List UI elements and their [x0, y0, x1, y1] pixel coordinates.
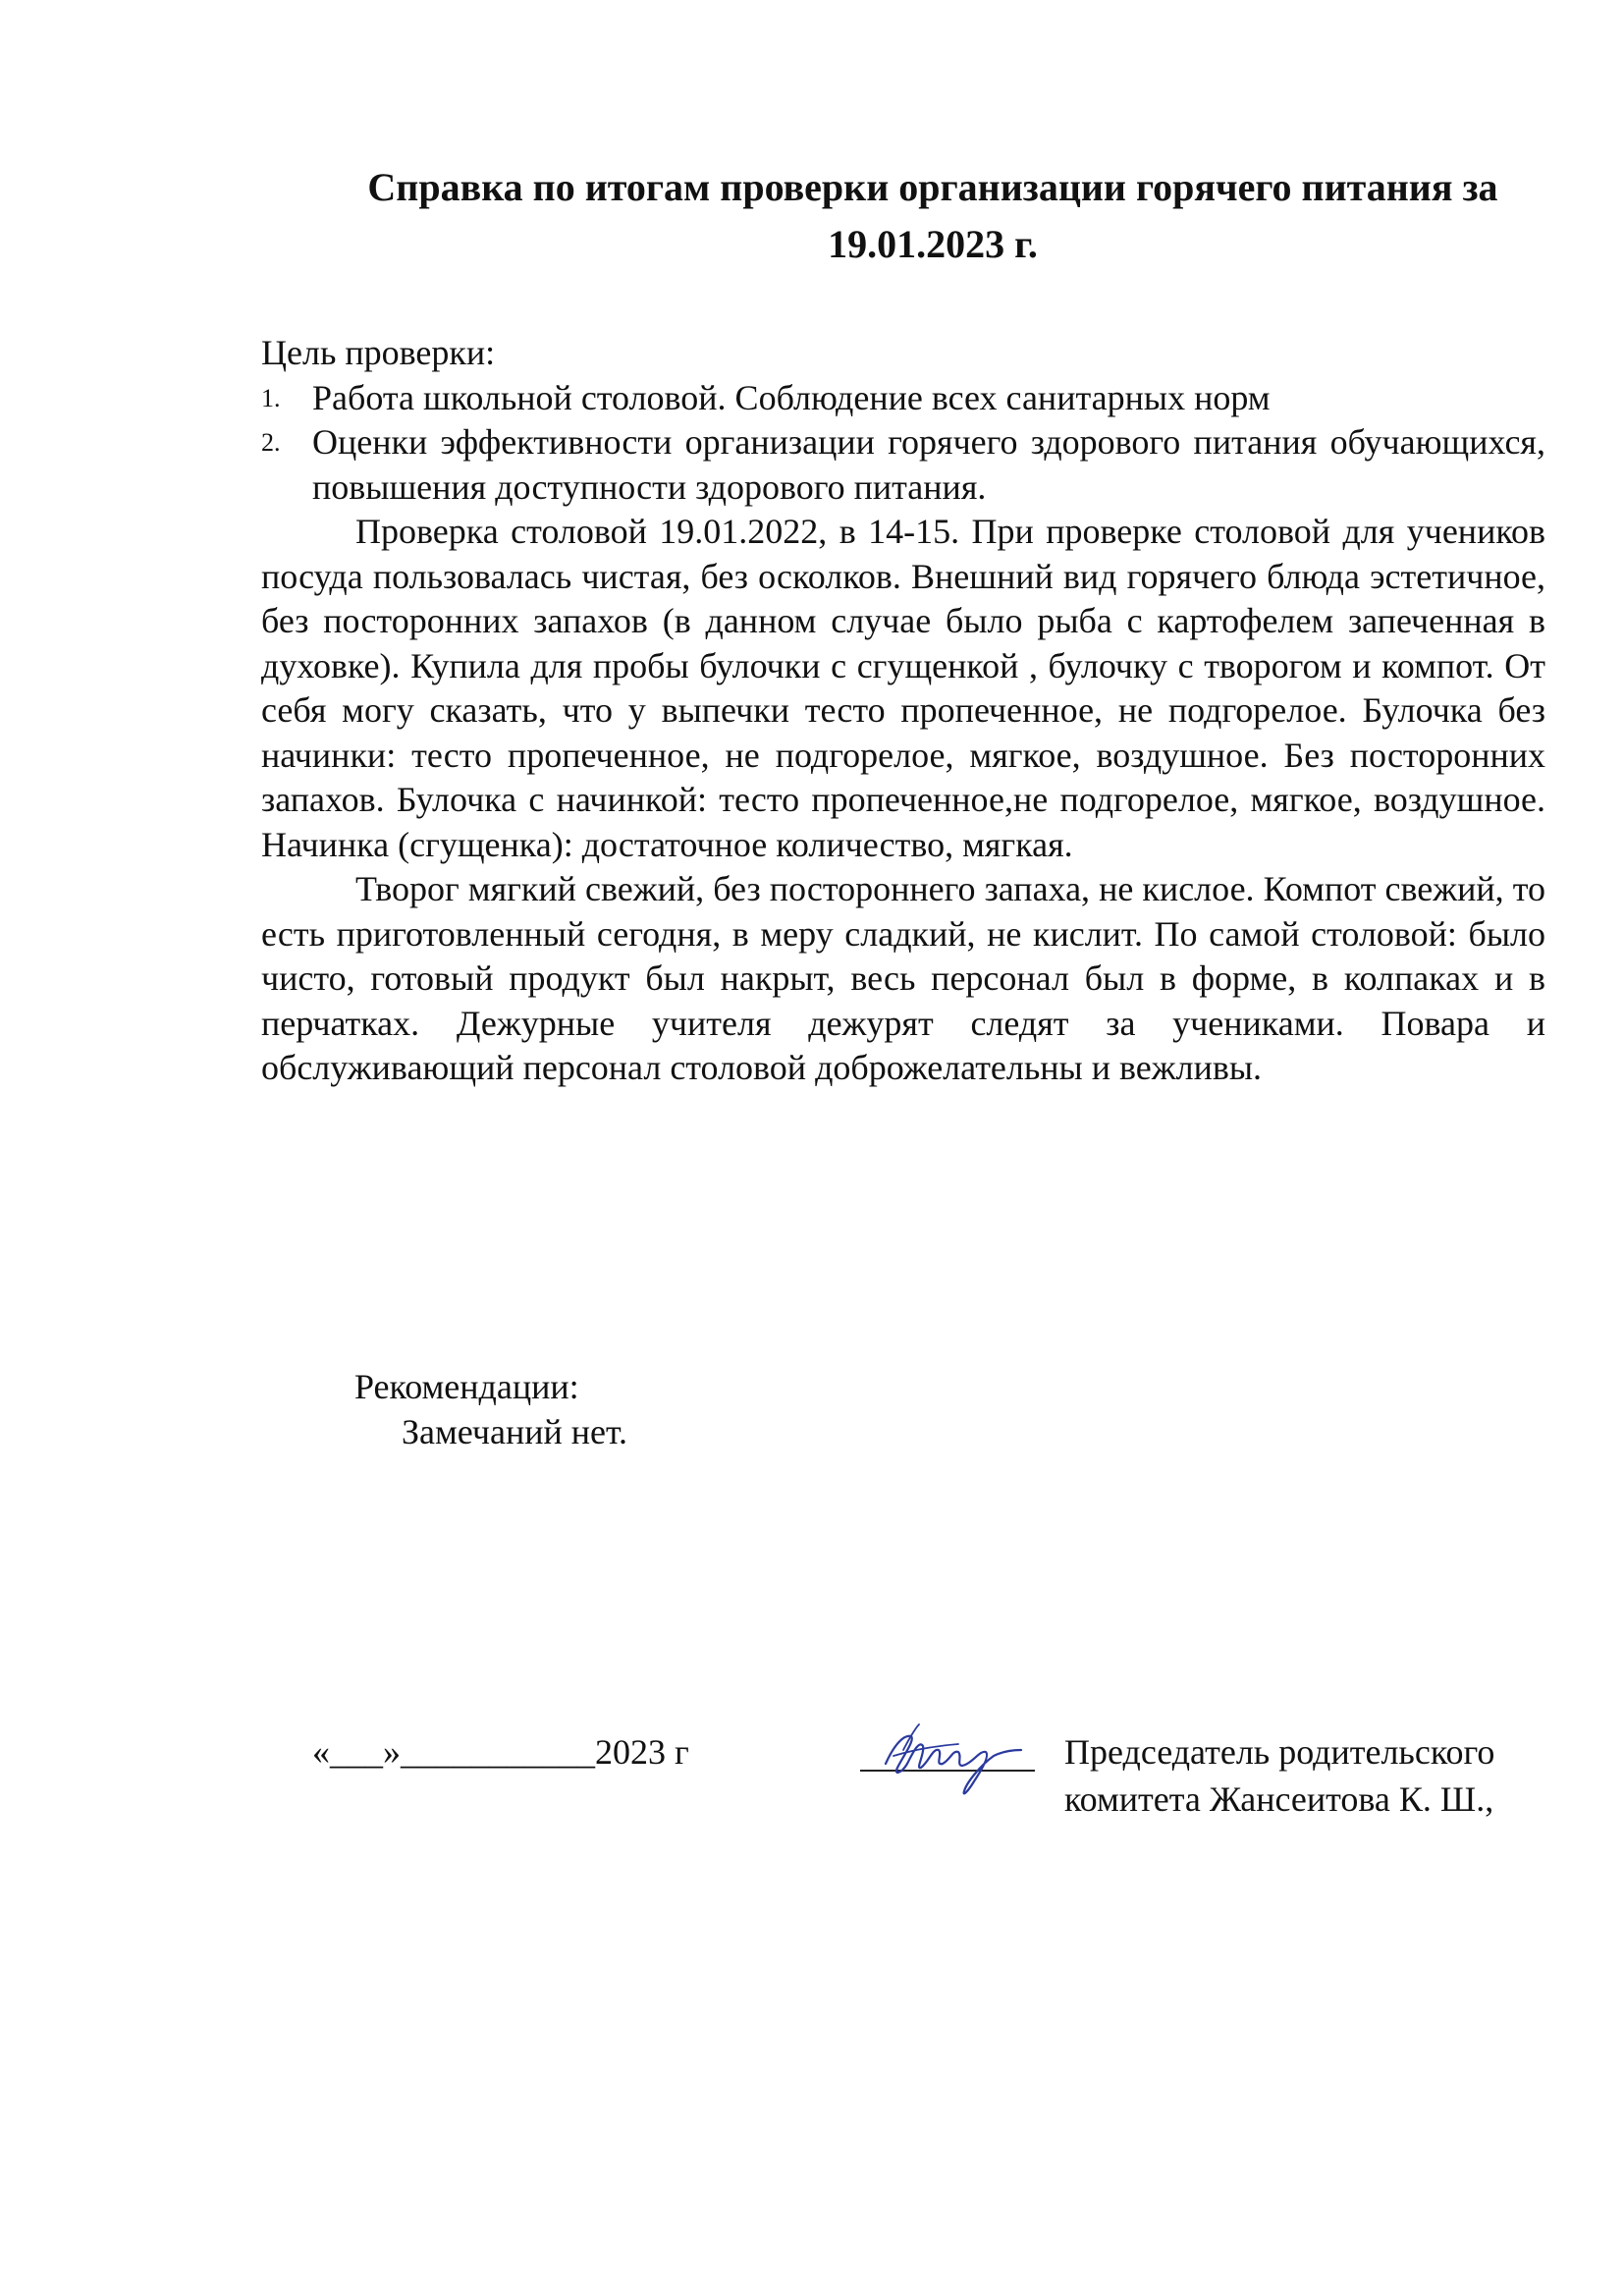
- signature-footer: [0, 1728, 1624, 1866]
- title-line-1: Справка по итогам проверки организации горячего питания за: [367, 165, 1498, 209]
- recommendations-heading: Рекомендации:: [354, 1367, 579, 1406]
- inspection-paragraph: Проверка столовой 19.01.2022, в 14-15. При проверке столовой для учеников посуда пользовалась чистая, без осколков. Внешний вид горячего блюда эстетичное, без посторонних запахов (в данном случае было рыба с картофелем запеченная в духовке). Купила для пробы булочки с сгущенкой , булочку с творогом и компот. От себя могу сказать, что у выпечки тесто пропеченное, не подгорелое. Булочка без начинки: тесто пропеченное, не подгорелое, мягкое, воздушное. Без посторонних запахов. Булочка с начинкой: тесто пропеченное,не подгорелое, мягкое, воздушное. Начинка (сгущенка): достаточное количество, мягкая.: [261, 512, 1545, 864]
- document-title: [236, 159, 1624, 273]
- purpose-text: Работа школьной столовой. Соблюдение всех санитарных норм: [312, 377, 1271, 417]
- title-line-2: 19.01.2023 г.: [828, 222, 1038, 266]
- purpose-text: Оценки эффективности организации горячего здорового питания обучающихся, повышения доступности здорового питания.: [312, 422, 1545, 507]
- findings-paragraph: Творог мягкий свежий, без постороннего запаха, не кислое. Компот свежий, то есть приготовленный сегодня, в меру сладкий, не кислит. По самой столовой: было чисто, готовый продукт был накрыт, весь персонал был в форме, в колпаках и в перчатках. Дежурные учителя дежурят следят за учениками. Повара и обслуживающий персонал столовой доброжелательны и вежливы.: [261, 869, 1545, 1087]
- chairperson-block: [1064, 1728, 1494, 1823]
- purpose-item: [261, 376, 1545, 421]
- purpose-list: [261, 376, 1545, 511]
- purpose-heading: Цель проверки:: [261, 333, 496, 372]
- date-line: «___»___________2023 г: [312, 1732, 689, 1772]
- purpose-number: 2.: [261, 428, 281, 457]
- purpose-item: [261, 420, 1545, 510]
- chairperson-title: Председатель родительского: [1064, 1732, 1495, 1772]
- document-body: [261, 331, 1545, 1091]
- handwritten-signature: [864, 1707, 1041, 1815]
- recommendations-text: Замечаний нет.: [402, 1411, 628, 1451]
- chairperson-name: комитета Жансеитова К. Ш.,: [1064, 1779, 1494, 1819]
- recommendations-block: [354, 1365, 627, 1454]
- purpose-number: 1.: [261, 383, 281, 412]
